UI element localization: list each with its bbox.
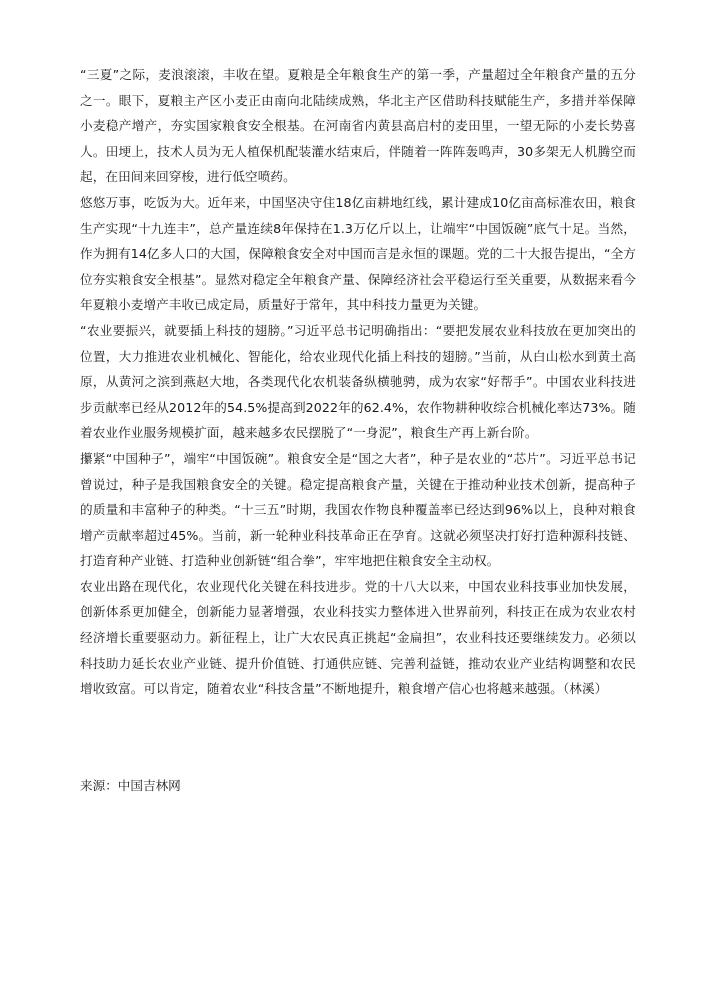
article-body — [80, 62, 636, 702]
article-paragraph-3: “农业要振兴，就要插上科技的翅膀。”习近平总书记明确指出：“要把发展农业科技放在更加突出的位置，大力推进农业机械化、智能化，给农业现代化插上科技的翅膀。”当前，从白山松水到黄土高原，从黄河之滨到燕赵大地，各类现代化农机装备纵横驰骋，成为农家“好帮手”。中国农业科技进步贡献率已经从2012年的54.5%提高到2022年的62.4%，农作物耕种收综合机械化率达73%。随着农业作业服务规模扩面，越来越多农民摆脱了“一身泥”，粮食生产再上新台阶。 — [80, 322, 636, 441]
article-paragraph-2: 悠悠万事，吃饭为大。近年来，中国坚决守住18亿亩耕地红线，累计建成10亿亩高标准农田，粮食生产实现“十九连丰”，总产量连续8年保持在1.3万亿斤以上，让端牢“中国饭碗”底气十足。当然，作为拥有14亿多人口的大国，保障粮食安全对中国而言是永恒的课题。党的二十大报告提出，“全方位夯实粮食安全根基”。显然对稳定全年粮食产量、保障经济社会平稳运行至关重要，从数据来看今年夏粮小麦增产丰收已成定局，质量好于常年，其中科技力量更为关键。 — [80, 194, 636, 313]
source-attribution: 来源：中国吉林网 — [80, 778, 181, 793]
article-paragraph-5: 农业出路在现代化，农业现代化关键在科技进步。党的十八大以来，中国农业科技事业加快发展，创新体系更加健全，创新能力显著增强，农业科技实力整体进入世界前列，科技正在成为农业农村经济增长重要驱动力。新征程上，让广大农民真正挑起“金扁担”，农业科技还要继续发力。必须以科技助力延长农业产业链、提升价值链、打通供应链、完善利益链，推动农业产业结构调整和农民增收致富。可以肯定，随着农业“科技含量”不断地提升，粮食增产信心也将越来越强。（林溪） — [80, 578, 636, 697]
article-paragraph-4: 攥紧“中国种子”，端牢“中国饭碗”。粮食安全是“国之大者”，种子是农业的“芯片”。习近平总书记曾说过，种子是我国粮食安全的关键。稳定提高粮食产量，关键在于推动种业技术创新，提高种子的质量和丰富种子的种类。“十三五”时期，我国农作物良种覆盖率已经达到96%以上，良种对粮食增产贡献率超过45%。当前，新一轮种业科技革命正在孕育。这就必须坚决打好打造种源科技链、打造育种产业链、打造种业创新链“组合拳”，牢牢地把住粮食安全主动权。 — [80, 450, 636, 569]
article-paragraph-1: “三夏”之际，麦浪滚滚，丰收在望。夏粮是全年粮食生产的第一季，产量超过全年粮食产量的五分之一。眼下，夏粮主产区小麦正由南向北陆续成熟，华北主产区借助科技赋能生产，多措并举保障小麦稳产增产，夯实国家粮食安全根基。在河南省内黄县高启村的麦田里，一望无际的小麦长势喜人。田埂上，技术人员为无人植保机配装灌水结束后，伴随着一阵阵轰鸣声，30多架无人机腾空而起，在田间来回穿梭，进行低空喷药。 — [80, 67, 636, 185]
